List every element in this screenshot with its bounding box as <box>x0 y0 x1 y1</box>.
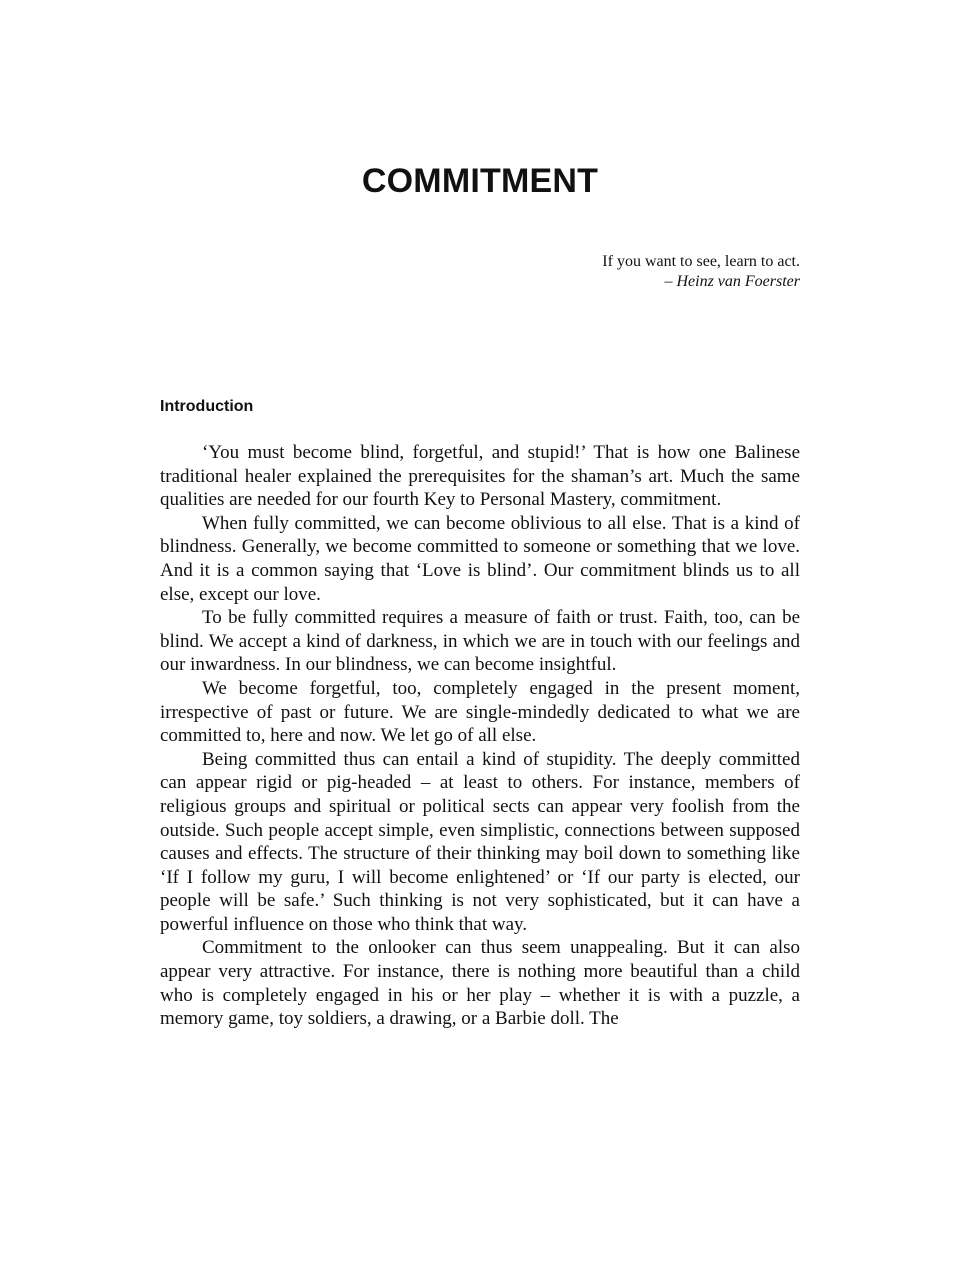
body-text <box>160 441 800 1031</box>
paragraph: Being committed thus can entail a kind of stupidity. The deeply committed can appear rigid or pig-headed – at least to others. For instance, members of religious groups and spiritual or political sects can appear very foolish from the outside. Such people accept simple, even simplistic, connections between supposed causes and effects. The structure of their thinking may boil down to something like ‘If I follow my guru, I will become enlightened’ or ‘If our party is elected, our people will be safe.’ Such thinking is not very sophisticated, but it can have a powerful influence on those who think that way. <box>160 748 800 935</box>
epigraph <box>602 252 800 292</box>
paragraph: When fully committed, we can become oblivious to all else. That is a kind of blindness. Generally, we become committed to someone or something that we love. And it is a common saying that ‘Love is blind’. Our commitment blinds us to all else, except our love. <box>160 512 800 605</box>
chapter-title: COMMITMENT <box>361 162 599 200</box>
paragraph: ‘You must become blind, forgetful, and stupid!’ That is how one Balinese traditional healer explained the prerequisites for the shaman’s art. Much the same qualities are needed for our fourth Key to Personal Mastery, commitment. <box>160 442 800 511</box>
epigraph-quote: If you want to see, learn to act. <box>602 253 800 270</box>
paragraph: We become forgetful, too, completely engaged in the present moment, irrespective of past or future. We are single-mindedly dedicated to what we are committed to, here and now. We let go of all else. <box>160 677 800 747</box>
paragraph: To be fully committed requires a measure of faith or trust. Faith, too, can be blind. We accept a kind of darkness, in which we are in touch with our feelings and our inwardness. In our blindness, we can become insightful. <box>160 607 800 676</box>
epigraph-attribution: – Heinz van Foerster <box>664 273 800 290</box>
paragraph: Commitment to the onlooker can thus seem unappealing. But it can also appear very attractive. For instance, there is nothing more beautiful than a child who is completely engaged in his or her play – whether it is with a puzzle, a memory game, toy soldiers, a drawing, or a Barbie doll. The <box>160 937 800 1030</box>
section-heading: Introduction <box>160 398 254 415</box>
